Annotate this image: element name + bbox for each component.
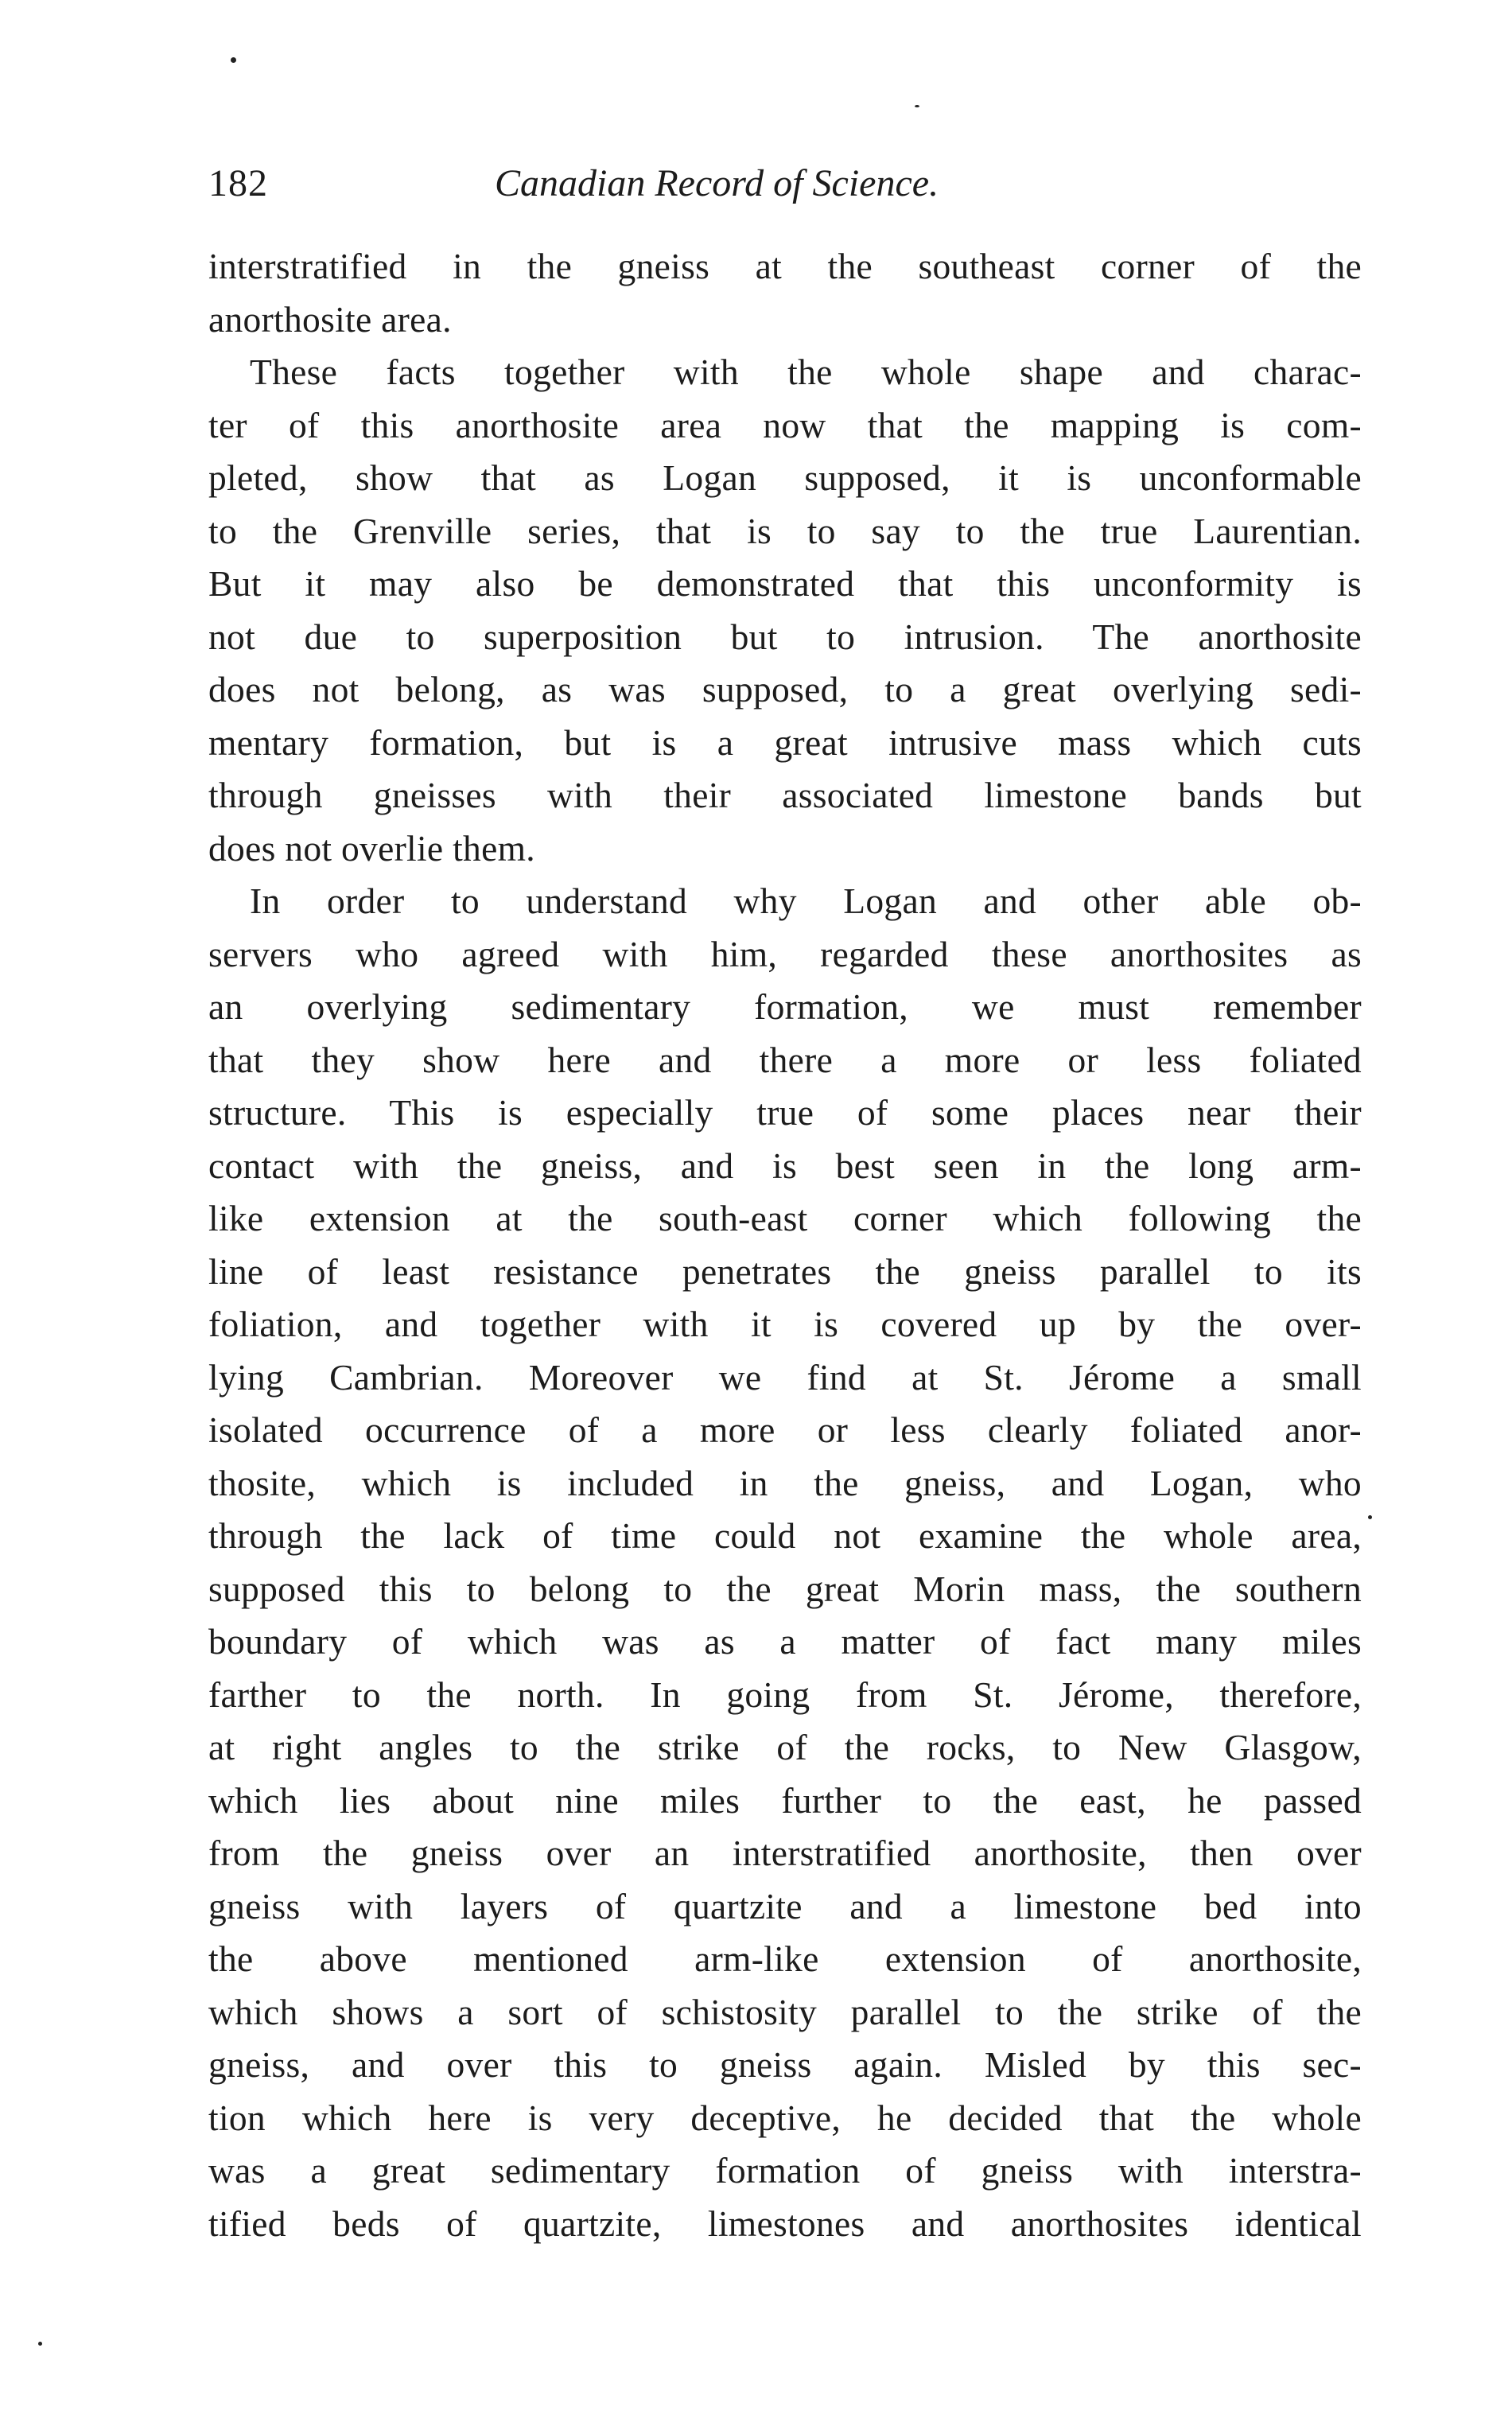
text-line: through the lack of time could not examine the whole area, bbox=[208, 1515, 1362, 1556]
paragraph bbox=[208, 875, 1362, 2250]
text-line: ter of this anorthosite area now that the mapping is com- bbox=[208, 404, 1362, 445]
text-line: that they show here and there a more or less foliated bbox=[208, 1039, 1362, 1080]
text-line: lying Cambrian. Moreover we find at St. Jérome a small bbox=[208, 1356, 1362, 1398]
text-line: tified beds of quartzite, limestones and anorthosites identical bbox=[208, 2202, 1362, 2244]
text-line: In order to understand why Logan and other able ob- bbox=[250, 881, 1362, 921]
paragraph bbox=[208, 346, 1362, 875]
text-line: line of least resistance penetrates the gneiss parallel to its bbox=[208, 1250, 1362, 1292]
text-line: But it may also be demonstrated that this unconformity is bbox=[208, 563, 1362, 604]
text-line: contact with the gneiss, and is best seen in the long arm- bbox=[208, 1145, 1362, 1186]
running-title: Canadian Record of Science. bbox=[495, 162, 939, 204]
text-line: an overlying sedimentary formation, we must remember bbox=[208, 986, 1362, 1027]
text-line: farther to the north. In going from St. Jérome, therefore, bbox=[208, 1674, 1362, 1715]
page-header bbox=[208, 156, 1362, 212]
text-line: to the Grenville series, that is to say to the true Laurentian. bbox=[208, 510, 1362, 551]
text-line: tion which here is very deceptive, he decided that the whole bbox=[208, 2097, 1362, 2138]
text-line: boundary of which was as a matter of fact many miles bbox=[208, 1621, 1362, 1662]
text-line: from the gneiss over an interstratified anorthosite, then over bbox=[208, 1833, 1362, 1873]
ink-speck bbox=[1368, 1515, 1372, 1519]
ink-speck bbox=[231, 57, 236, 63]
text-line: does not belong, as was supposed, to a great overlying sedi- bbox=[208, 669, 1362, 710]
text-line: servers who agreed with him, regarded these anorthosites as bbox=[208, 933, 1362, 974]
text-line: which shows a sort of schistosity parallel to the strike of the bbox=[208, 1991, 1362, 2032]
text-line: isolated occurrence of a more or less clearly foliated anor- bbox=[208, 1409, 1362, 1450]
text-line: foliation, and together with it is covered up by the over- bbox=[208, 1304, 1362, 1344]
ink-speck bbox=[38, 2342, 42, 2346]
text-line: through gneisses with their associated limestone bands but bbox=[208, 775, 1362, 815]
body-text bbox=[208, 240, 1362, 2250]
text-line: structure. This is especially true of some places near their bbox=[208, 1092, 1362, 1133]
text-line: not due to superposition but to intrusion. The anorthosite bbox=[208, 616, 1362, 657]
text-line: anorthosite area. bbox=[208, 298, 452, 340]
text-line: mentary formation, but is a great intrusive mass which cuts bbox=[208, 721, 1362, 763]
text-line: does not overlie them. bbox=[208, 827, 535, 869]
text-line: the above mentioned arm-like extension of anorthosite, bbox=[208, 1938, 1362, 1979]
paragraph bbox=[208, 240, 1362, 346]
text-line: interstratified in the gneiss at the southeast corner of the bbox=[208, 246, 1362, 286]
text-line: like extension at the south-east corner which following the bbox=[208, 1198, 1362, 1238]
text-line: thosite, which is included in the gneiss, and Logan, who bbox=[208, 1462, 1362, 1503]
page-number: 182 bbox=[208, 162, 268, 204]
text-line: supposed this to belong to the great Morin mass, the southern bbox=[208, 1568, 1362, 1609]
text-line: at right angles to the strike of the rocks, to New Glasgow, bbox=[208, 1727, 1362, 1767]
text-line: which lies about nine miles further to the east, he passed bbox=[208, 1779, 1362, 1821]
text-line: These facts together with the whole shape and charac- bbox=[250, 352, 1362, 392]
ink-speck bbox=[915, 105, 919, 107]
text-line: was a great sedimentary formation of gneiss with interstra- bbox=[208, 2150, 1362, 2191]
text-line: pleted, show that as Logan supposed, it is unconformable bbox=[208, 457, 1362, 498]
text-line: gneiss, and over this to gneiss again. Misled by this sec- bbox=[208, 2044, 1362, 2085]
text-line: gneiss with layers of quartzite and a limestone bed into bbox=[208, 1885, 1362, 1926]
